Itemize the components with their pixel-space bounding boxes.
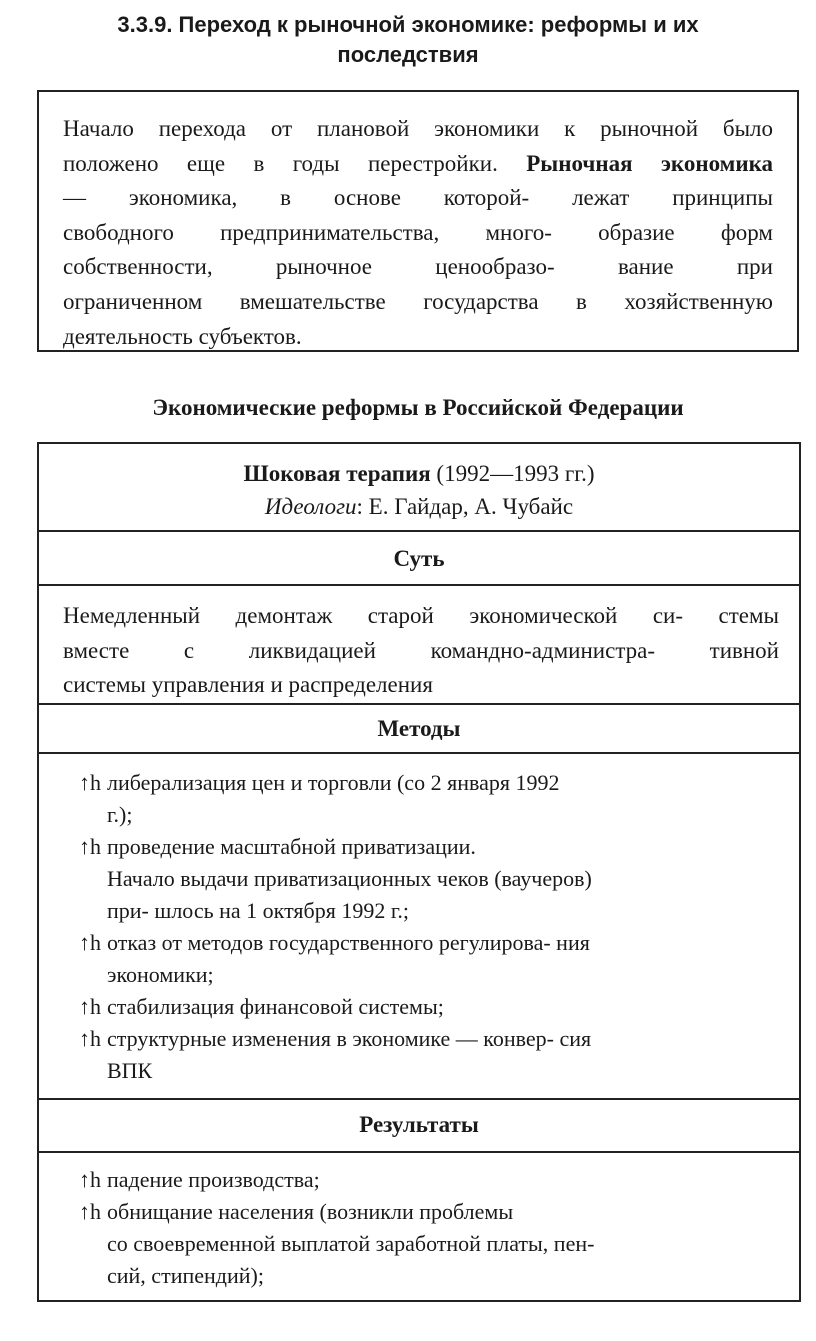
bullet-marker-icon: ↑h <box>79 1199 101 1224</box>
definition-line-2-text: положено еще в годы перестройки. <box>63 150 498 176</box>
table-divider <box>39 752 799 754</box>
list-item-line: сий, стипендий); <box>107 1263 264 1288</box>
table-divider <box>39 584 799 586</box>
section-heading: Экономические реформы в Российской Федерации <box>152 395 684 420</box>
definition-line-4: свободного предпринимательства, много- образие форм <box>63 219 773 245</box>
methods-list <box>79 767 759 1087</box>
bullet-marker-icon: ↑h <box>79 834 101 859</box>
definition-box <box>37 90 799 352</box>
bullet-marker-icon: ↑h <box>79 1026 101 1051</box>
page-title <box>40 10 776 70</box>
list-item <box>79 991 759 1023</box>
essence-title: Суть <box>393 546 445 571</box>
table-divider <box>39 530 799 532</box>
list-item <box>79 831 759 927</box>
essence-text <box>63 599 779 703</box>
list-item-line: обнищание населения (возникли проблемы <box>107 1199 514 1224</box>
list-item <box>79 767 759 831</box>
list-item <box>79 1164 759 1196</box>
list-item-line: проведение масштабной приватизации. <box>107 834 476 859</box>
table-divider <box>39 703 799 705</box>
shock-therapy-years: (1992—1993 гг.) <box>430 461 595 486</box>
essence-line-2: вместе с ликвидацией командно-администра- тивной <box>63 637 779 663</box>
definition-line-1: Начало перехода от плановой экономики к рыночной было <box>63 116 773 141</box>
bullet-marker-icon: ↑h <box>79 1167 101 1192</box>
definition-line-6: ограниченном вмешательстве государства в хозяйственную <box>63 288 773 314</box>
methods-title: Методы <box>377 716 461 741</box>
list-item-line: структурные изменения в экономике — конвер- сия <box>107 1026 592 1051</box>
definition-line-7: деятельность субъектов. <box>63 323 302 349</box>
definition-line-3: — экономика, в основе которой- лежат принципы <box>63 185 773 211</box>
list-item-line: со своевременной выплатой заработной платы, пен- <box>107 1231 595 1256</box>
list-item-line: падение производства; <box>107 1167 320 1192</box>
list-item-line: ВПК <box>107 1058 153 1083</box>
bullet-marker-icon: ↑h <box>79 930 101 955</box>
results-list <box>79 1164 759 1292</box>
title-line-1: 3.3.9. Переход к рыночной экономике: реформы и их <box>117 12 699 37</box>
list-item <box>79 1196 759 1292</box>
bullet-marker-icon: ↑h <box>79 770 101 795</box>
bullet-marker-icon: ↑h <box>79 994 101 1019</box>
table-divider <box>39 1151 799 1153</box>
list-item <box>79 1023 759 1087</box>
list-item-line: Начало выдачи приватизационных чеков (ваучеров) <box>107 866 592 891</box>
table-divider <box>39 1098 799 1100</box>
list-item-line: стабилизация финансовой системы; <box>107 994 444 1019</box>
title-line-2: последствия <box>337 42 479 67</box>
definition-line-5: собственности, рыночное ценообразо- вание при <box>63 254 773 280</box>
market-economy-term: Рыночная экономика <box>526 150 774 176</box>
list-item-line: г.); <box>107 802 133 827</box>
definition-line-2 <box>63 147 773 182</box>
list-item-line: при- шлось на 1 октября 1992 г.; <box>107 898 409 923</box>
list-item-line: отказ от методов государственного регулирова- ния <box>107 930 590 955</box>
ideologists-label: Идеологи <box>264 494 357 519</box>
shock-therapy-label: Шоковая терапия <box>243 461 431 486</box>
reforms-table <box>37 442 801 1302</box>
list-item <box>79 927 759 991</box>
list-item-line: экономики; <box>107 962 214 987</box>
ideologists-names: : Е. Гайдар, А. Чубайс <box>356 494 574 519</box>
essence-line-3: системы управления и распределения <box>63 672 433 698</box>
list-item-line: либерализация цен и торговли (со 2 января 1992 <box>107 770 560 795</box>
results-title: Результаты <box>359 1112 479 1137</box>
table-header-cell <box>39 457 799 523</box>
essence-line-1: Немедленный демонтаж старой экономической си- стемы <box>63 603 779 628</box>
